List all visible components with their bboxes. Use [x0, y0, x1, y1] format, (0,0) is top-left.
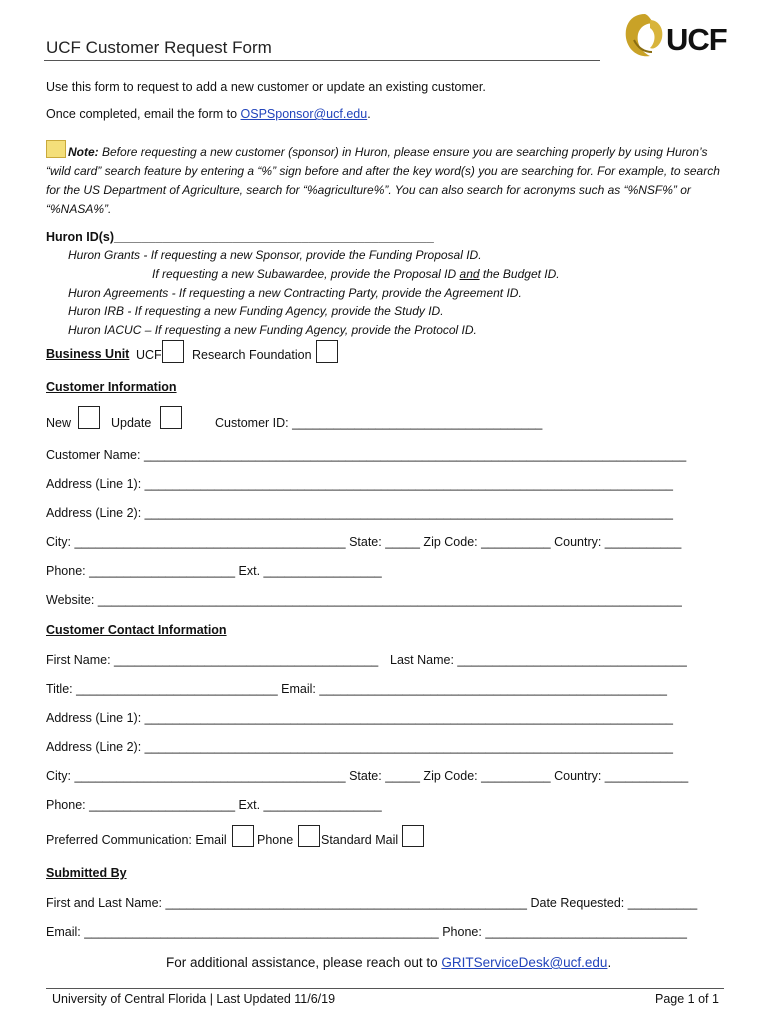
intro-prefix: Once completed, email the form to [46, 107, 241, 121]
contact-first-name-field[interactable]: First Name: ______________________________________ [46, 653, 379, 667]
contact-phone-field[interactable]: Phone: _____________________ Ext. _________________ [46, 798, 382, 812]
huron-agreements-text: Huron Agreements - If requesting a new Contracting Party, provide the Agreement ID. [68, 286, 522, 300]
update-label: Update [111, 416, 152, 430]
huron-grants-text: Huron Grants - If requesting a new Sponsor, provide the Funding Proposal ID. [68, 248, 482, 262]
osp-email-link[interactable]: OSPSponsor@ucf.edu [240, 107, 368, 121]
intro-line-1: Use this form to request to add a new customer or update an existing customer. [46, 80, 486, 94]
note-paragraph [46, 140, 726, 219]
contact-address-2-field[interactable]: Address (Line 2): ____________________________________________________________________________ [46, 740, 674, 754]
email-checkbox[interactable] [232, 825, 254, 847]
standard-mail-checkbox[interactable] [402, 825, 424, 847]
intro-suffix: . [367, 107, 371, 121]
customer-address-1-field[interactable]: Address (Line 1): ____________________________________________________________________________ [46, 477, 674, 491]
submitted-by-heading: Submitted By [46, 866, 127, 880]
sticky-note-icon [46, 140, 66, 158]
customer-website-field[interactable]: Website: ____________________________________________________________________________________ [46, 593, 682, 607]
new-checkbox[interactable] [78, 406, 100, 429]
subaward-suffix: the Budget ID. [479, 267, 560, 281]
customer-name-field[interactable]: Customer Name: ______________________________________________________________________________ [46, 448, 687, 462]
huron-ids-field[interactable]: Huron ID(s)______________________________________________ [46, 230, 434, 244]
customer-info-heading: Customer Information [46, 380, 177, 394]
phone-option-label: Phone [257, 833, 294, 847]
new-label: New [46, 416, 72, 430]
huron-irb-text: Huron IRB - If requesting a new Funding Agency, provide the Study ID. [68, 304, 444, 318]
contact-info-heading: Customer Contact Information [46, 623, 227, 637]
subaward-and: and [459, 267, 480, 281]
assistance-suffix: . [607, 955, 612, 970]
footer-divider [46, 988, 724, 989]
business-unit-label: Business Unit [46, 347, 130, 361]
ucf-logo [620, 10, 750, 62]
contact-title-email-field[interactable]: Title: _____________________________ Email: __________________________________________________ [46, 682, 667, 696]
intro-line-2 [46, 107, 371, 121]
note-label: Note: [68, 145, 99, 159]
ucf-option-label: UCF [136, 348, 162, 362]
logo-wordmark: UCF [666, 22, 727, 57]
standard-mail-label: Standard Mail [321, 833, 399, 847]
huron-iacuc-text: Huron IACUC – If requesting a new Funding Agency, provide the Protocol ID. [68, 323, 477, 337]
customer-phone-field[interactable]: Phone: _____________________ Ext. _________________ [46, 564, 382, 578]
research-foundation-checkbox[interactable] [316, 340, 338, 363]
assistance-line [166, 955, 611, 970]
update-checkbox[interactable] [160, 406, 182, 429]
grit-email-link[interactable]: GRITServiceDesk@ucf.edu [441, 955, 608, 970]
ucf-checkbox[interactable] [162, 340, 184, 363]
preferred-communication-label: Preferred Communication: Email [46, 833, 227, 847]
subaward-prefix: If requesting a new Subawardee, provide the Proposal ID [152, 267, 460, 281]
customer-address-2-field[interactable]: Address (Line 2): ____________________________________________________________________________ [46, 506, 674, 520]
contact-address-1-field[interactable]: Address (Line 1): ____________________________________________________________________________ [46, 711, 674, 725]
contact-last-name-field[interactable]: Last Name: _________________________________ [390, 653, 687, 667]
footer-left-text: University of Central Florida | Last Updated 11/6/19 [52, 992, 336, 1006]
page-title: UCF Customer Request Form [46, 38, 272, 57]
submitter-name-date-field[interactable]: First and Last Name: ____________________________________________________ Date Requested: __________ [46, 896, 698, 910]
customer-city-state-zip-country-field[interactable]: City: _______________________________________ State: _____ Zip Code: __________ Country: ___________ [46, 535, 682, 549]
contact-city-state-zip-country-field[interactable]: City: _______________________________________ State: _____ Zip Code: __________ Country: ____________ [46, 769, 689, 783]
note-text: Before requesting a new customer (sponsor) in Huron, please ensure you are searching properly by using Huron’s “wild card” search feature by entering a “%” sign before and after the key word(s) you are searching for. For example, to search for the US Department of Agriculture, search for “%agriculture%”. You can also search for acronyms such as “%NSF%” or “%NASA%”. [46, 145, 720, 216]
page-number: Page 1 of 1 [655, 992, 719, 1006]
phone-checkbox[interactable] [298, 825, 320, 847]
assistance-prefix: For additional assistance, please reach out to [166, 955, 442, 970]
customer-id-field[interactable]: Customer ID: ____________________________________ [215, 416, 543, 430]
submitter-email-phone-field[interactable]: Email: ___________________________________________________ Phone: _____________________________ [46, 925, 687, 939]
research-foundation-label: Research Foundation [192, 348, 312, 362]
title-divider [44, 60, 600, 61]
huron-subaward-text [152, 267, 560, 281]
pegasus-icon [620, 10, 670, 62]
